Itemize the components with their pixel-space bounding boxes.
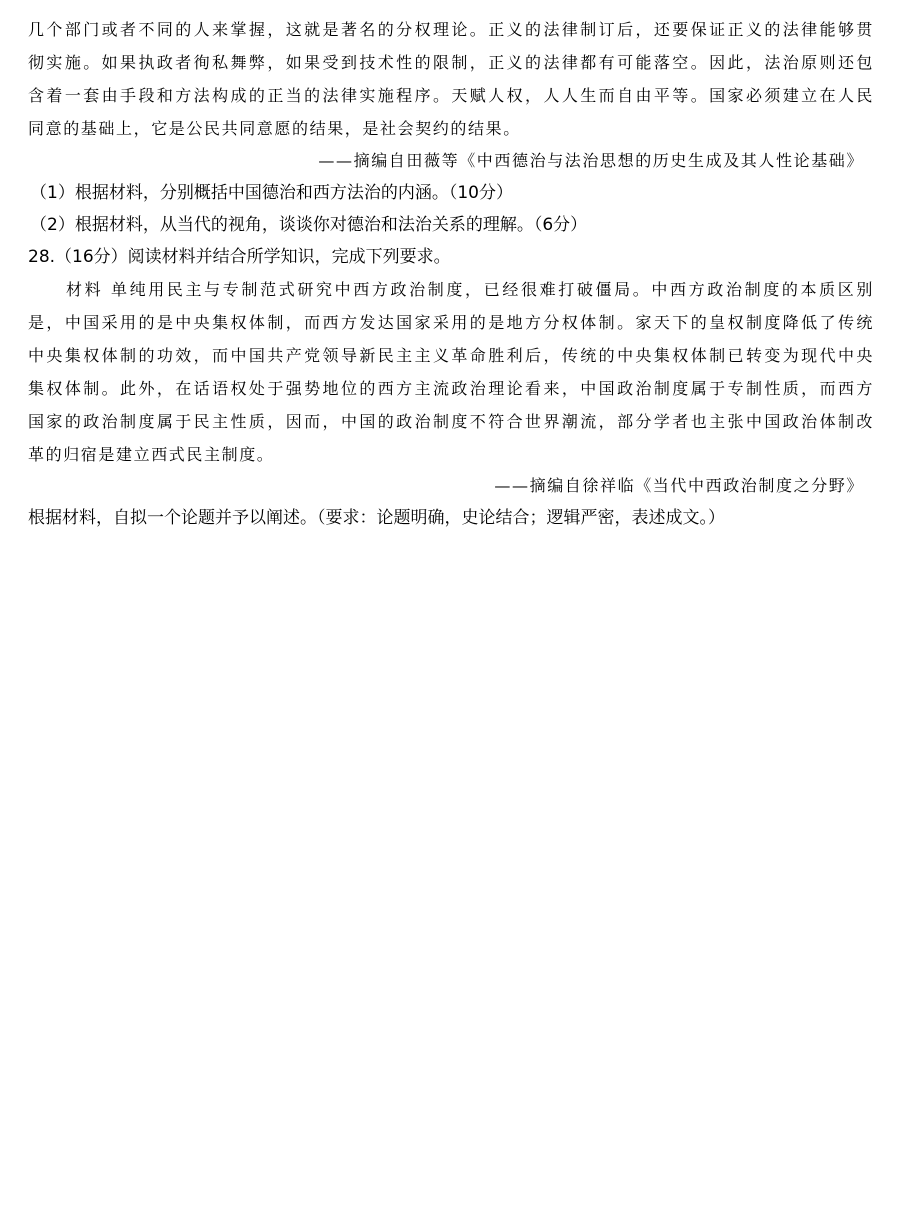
passage1-line-1: 几个部门或者不同的人来掌握，这就是著名的分权理论。正义的法律制订后，还要保证正义的法律能够贯 [28, 20, 874, 39]
q28-heading: 28.（16分）阅读材料并结合所学知识，完成下列要求。 [28, 247, 451, 267]
q28-task: 根据材料，自拟一个论题并予以阐述。（要求：论题明确，史论结合；逻辑严密，表述成文。） [28, 508, 725, 528]
q28-material-line-3: 中央集权体制的功效，而中国共产党领导新民主主义革命胜利后，传统的中央集权体制已转变为现代中央 [28, 346, 874, 365]
passage1-line-3: 含着一套由手段和方法构成的正当的法律实施程序。天赋人权，人人生而自由平等。国家必须建立在人民 [28, 86, 874, 105]
passage1-line-4: 同意的基础上，它是公民共同意愿的结果，是社会契约的结果。 [28, 119, 521, 138]
q28-material-line-4: 集权体制。此外，在话语权处于强势地位的西方主流政治理论看来，中国政治制度属于专制性质，而西方 [28, 379, 874, 398]
q28-material-line-2: 是，中国采用的是中央集权体制，而西方发达国家采用的是地方分权体制。家天下的皇权制度降低了传统 [28, 313, 874, 332]
q28-material-line-1: 材料 单纯用民主与专制范式研究中西方政治制度，已经很难打破僵局。中西方政治制度的本质区别 [66, 280, 874, 299]
q27-subquestion-1: （1）根据材料，分别概括中国德治和西方法治的内涵。（10分） [30, 183, 513, 203]
passage1-line-2: 彻实施。如果执政者徇私舞弊，如果受到技术性的限制，正义的法律都有可能落空。因此，法治原则还包 [28, 53, 874, 72]
q27-subquestion-2: （2）根据材料，从当代的视角，谈谈你对德治和法治关系的理解。（6分） [30, 215, 588, 235]
q28-material-line-5: 国家的政治制度属于民主性质，因而，中国的政治制度不符合世界潮流，部分学者也主张中国政治体制改 [28, 412, 874, 431]
q28-material-line-6: 革的归宿是建立西式民主制度。 [28, 445, 275, 464]
passage1-source: ——摘编自田薇等《中西德治与法治思想的历史生成及其人性论基础》 [318, 151, 864, 170]
q28-source: ——摘编自徐祥临《当代中西政治制度之分野》 [494, 476, 864, 495]
